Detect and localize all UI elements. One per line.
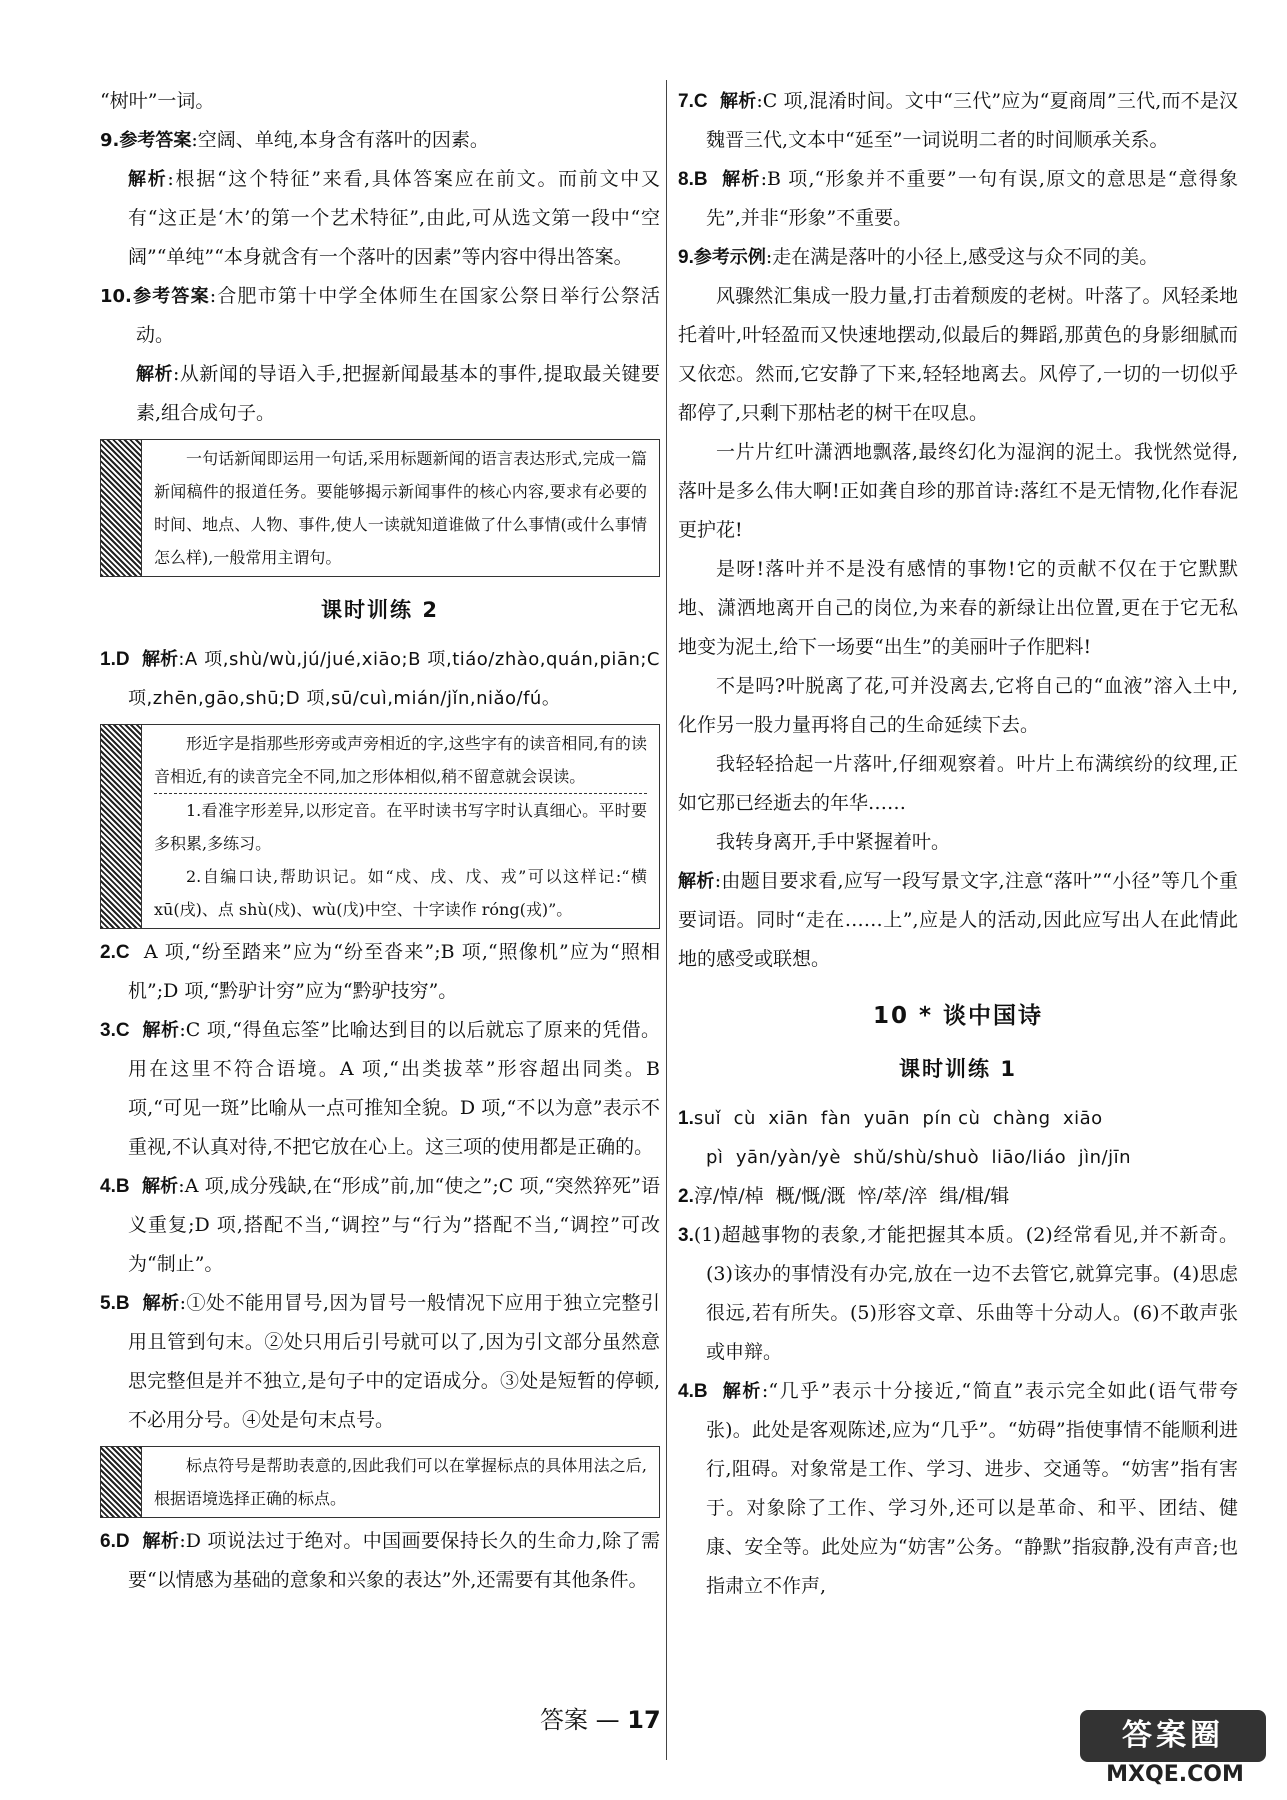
lesson-title: 10 * 谈中国诗 bbox=[872, 1003, 1044, 1029]
answer-item-4: 4.B 解析:A 项,成分残缺,在“形成”前,加“使之”;C 项,“突然猝死”语义重复;D 项,搭配不当,“调控”与“行为”搭配不当,“调控”可改为“制止”。 bbox=[100, 1175, 660, 1275]
tip-text: 标点符号是帮助表意的,因此我们可以在掌握标点的具体用法之后,根据语境选择正确的标点。 bbox=[154, 1456, 647, 1508]
watermark-logo: 答案圈 bbox=[1080, 1710, 1266, 1762]
watermark-site: MXQE.COM bbox=[1106, 1762, 1244, 1787]
answer-item-5: 5.B 解析:①处不能用冒号,因为冒号一般情况下应用于独立完整引用且管到句末。②处只用后引号就可以了,因为引文部分虽然意思完整但是并不独立,是句子中的定语成分。③处是短暂的停顿,不必用分号。④处是句末点号。 bbox=[100, 1292, 660, 1431]
pinyin-line: pì yān/yàn/yè shǔ/shù/shuò liāo/liáo jìn/jīn bbox=[706, 1147, 1132, 1168]
section-title: 课时训练 2 bbox=[321, 598, 439, 622]
section-title: 课时训练 1 bbox=[899, 1057, 1017, 1081]
tip-label-image bbox=[101, 1447, 142, 1517]
analysis-9: 解析:由题目要求看,应写一段写景文字,注意“落叶”“小径”等几个重要词语。同时“走在……上”,应是人的活动,因此应写出人在此情此地的感受或联想。 bbox=[678, 870, 1238, 970]
answer-item-6: 6.D 解析:D 项说法过于绝对。中国画要保持长久的生命力,除了需要“以情感为基础的意象和兴象的表达”外,还需要有其他条件。 bbox=[100, 1530, 660, 1591]
answer-item-4: 4.B 解析:“几乎”表示十分接近,“简直”表示完全如此(语气带夸张)。此处是客观陈述,应为“几乎”。“妨碍”指使事情不能顺利进行,阻碍。对象常是工作、学习、进步、交通等。“妨害”指有害于。对象除了工作、学习外,还可以是革命、和平、团结、健康、安全等。此处应为“妨害”公务。“静默”指寂静,没有声音;也指肃立不作声, bbox=[678, 1380, 1238, 1597]
answer-item-3: 3.C 解析:C 项,“得鱼忘筌”比喻达到目的以后就忘了原来的凭借。用在这里不符合语境。A 项,“出类拔萃”形容超出同类。B 项,“可见一斑”比喻从一点可推知全貌。D 项,“不以为意”表示不重视,不认真对待,不把它放在心上。这三项的使用都是正确的。 bbox=[100, 1019, 661, 1158]
tip-text: 1.看准字形差异,以形定音。在平时读书写字时认真细心。平时要多积累,多练习。 bbox=[154, 801, 647, 853]
footer-label: 答案 — bbox=[540, 1706, 620, 1734]
tip-text: 2.自编口诀,帮助识记。如“戍、戌、戊、戎”可以这样记:“横 xū(戌)、点 shù(戍)、wù(戊)中空、十字读作 róng(戎)”。 bbox=[154, 867, 647, 919]
answer-item-1: 1.suǐ cù xiān fàn yuān pín cù chàng xiāo bbox=[678, 1108, 1103, 1129]
answer-item-3: 3.(1)超越事物的表象,才能把握其本质。(2)经常看见,并不新奇。(3)该办的事情没有办完,放在一边不去管它,就算完事。(4)思虑很远,若有所失。(5)形容文章、乐曲等十分动人。(6)不敢声张或申辩。 bbox=[678, 1224, 1238, 1363]
essay-paragraph: 我轻轻拾起一片落叶,仔细观察着。叶片上布满缤纷的纹理,正如它那已经逝去的年华…… bbox=[678, 753, 1238, 814]
essay-paragraph: 不是吗?叶脱离了花,可并没离去,它将自己的“血液”溶入土中,化作另一股力量再将自己的生命延续下去。 bbox=[678, 675, 1238, 736]
tip-box-punctuation bbox=[100, 1446, 660, 1518]
essay-paragraph: 我转身离开,手中紧握着叶。 bbox=[716, 831, 951, 853]
analysis-9: 解析:根据“这个特征”来看,具体答案应在前文。而前文中又有“这正是‘木’的第一个艺术特征”,由此,可从选文第一段中“空阔”“单纯”“本身就含有一个落叶的因素”等内容中得出答案。 bbox=[128, 168, 660, 268]
left-column bbox=[100, 82, 660, 1600]
essay-paragraph: 风骤然汇集成一股力量,打击着颓废的老树。叶落了。风轻柔地托着叶,叶轻盈而又快速地摆动,似最后的舞蹈,那黄色的身影细腻而又依恋。然而,它安静了下来,轻轻地离去。风停了,一切的一切似乎都停了,只剩下那枯老的树干在叹息。 bbox=[678, 285, 1238, 424]
right-column bbox=[678, 82, 1238, 1606]
essay-paragraph: 一片片红叶潇洒地飘落,最终幻化为湿润的泥土。我恍然觉得,落叶是多么伟大啊!正如龚自珍的那首诗:落红不是无情物,化作春泥更护花! bbox=[678, 441, 1238, 541]
tip-box-news bbox=[100, 439, 660, 577]
tip-label-image bbox=[101, 725, 142, 928]
answer-item-9: 9.参考答案:空阔、单纯,本身含有落叶的因素。 bbox=[100, 129, 489, 151]
tip-text: 形近字是指那些形旁或声旁相近的字,这些字有的读音相同,有的读音相近,有的读音完全不同,加之形体相似,稍不留意就会误读。 bbox=[154, 734, 647, 786]
answer-item-2: 2.淳/悼/棹 概/慨/溉 悴/萃/淬 缉/楫/辑 bbox=[678, 1185, 1010, 1207]
tip-label-image bbox=[101, 440, 142, 576]
answer-item-1: 1.D 解析:A 项,shù/wù,jú/jué,xiāo;B 项,tiáo/zhào,quán,piān;C 项,zhēn,gāo,shū;D 项,sū/cuì,mián/jǐn,niǎo/fú。 bbox=[100, 649, 660, 709]
page-number: 17 bbox=[627, 1706, 661, 1734]
tip-box-characters bbox=[100, 724, 660, 929]
text-line: “树叶”一词。 bbox=[100, 90, 215, 112]
watermark bbox=[1080, 1710, 1270, 1790]
analysis-10: 解析:从新闻的导语入手,把握新闻最基本的事件,提取最关键要素,组合成句子。 bbox=[136, 363, 661, 424]
essay-paragraph: 是呀!落叶并不是没有感情的事物!它的贡献不仅在于它默默地、潇洒地离开自己的岗位,为来春的新绿让出位置,更在于它无私地变为泥土,给下一场要“出生”的美丽叶子作肥料! bbox=[678, 558, 1238, 658]
page-footer bbox=[540, 1700, 661, 1735]
answer-item-8: 8.B 解析:B 项,“形象并不重要”一句有误,原文的意思是“意得象先”,并非“形象”不重要。 bbox=[678, 168, 1238, 229]
answer-item-2: 2.C A 项,“纷至踏来”应为“纷至沓来”;B 项,“照像机”应为“照相机”;D 项,“黔驴计穷”应为“黔驴技穷”。 bbox=[100, 941, 660, 1002]
answer-item-10: 10.参考答案:合肥市第十中学全体师生在国家公祭日举行公祭活动。 bbox=[100, 285, 661, 346]
answer-item-7: 7.C 解析:C 项,混淆时间。文中“三代”应为“夏商周”三代,而不是汉魏晋三代,文本中“延至”一词说明二者的时间顺承关系。 bbox=[678, 90, 1238, 151]
answer-item-9: 9.参考示例:走在满是落叶的小径上,感受这与众不同的美。 bbox=[678, 246, 1159, 268]
column-divider bbox=[666, 80, 667, 1760]
tip-text: 一句话新闻即运用一句话,采用标题新闻的语言表达形式,完成一篇新闻稿件的报道任务。要能够揭示新闻事件的核心内容,要求有必要的时间、地点、人物、事件,使人一读就知道谁做了什么事情(或什么事情怎么样),一般常用主谓句。 bbox=[154, 449, 647, 567]
